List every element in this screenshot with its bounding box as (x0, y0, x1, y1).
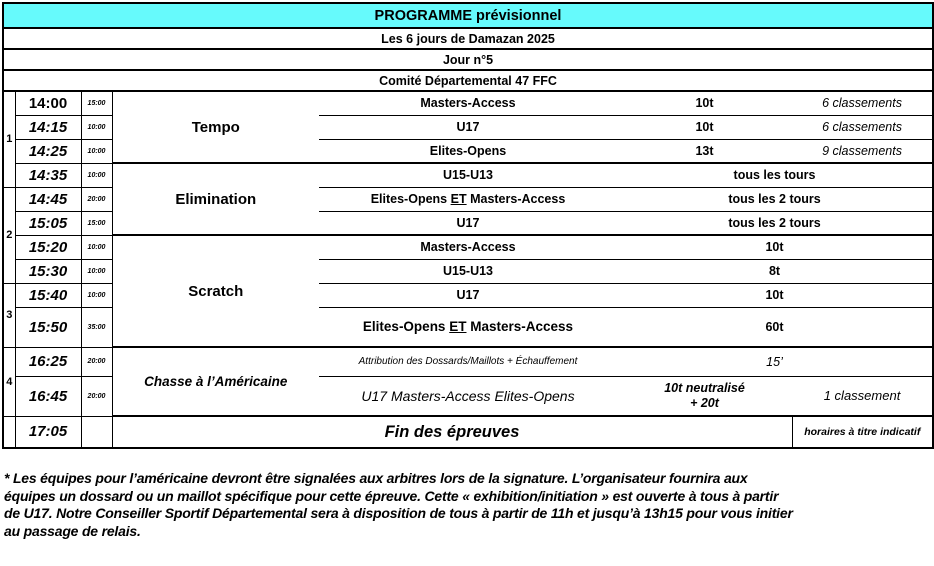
time-cell: 16:45 (15, 376, 81, 416)
laps-cell (617, 376, 792, 416)
duration-cell: 10:00 (81, 259, 112, 283)
time-cell: 15:50 (15, 307, 81, 347)
time-cell: 15:40 (15, 283, 81, 307)
duration-cell: 10:00 (81, 115, 112, 139)
laps-line: + 20t (690, 395, 719, 410)
group-number-empty (3, 416, 15, 448)
time-cell: 14:15 (15, 115, 81, 139)
event-name: Tempo (112, 91, 319, 163)
duration-cell: 35:00 (81, 307, 112, 347)
event-name: Elimination (112, 163, 319, 235)
end-title: Fin des épreuves (384, 422, 520, 441)
classification-cell: 1 classement (792, 376, 933, 416)
day-label: Jour n°5 (3, 49, 933, 70)
footer-note-line: équipes un dossard ou un maillot spécifique pour cette épreuve. Cette « exhibition/initiation » est ouverte à tous à partir (4, 487, 779, 504)
duration-cell: 10:00 (81, 163, 112, 187)
title-row (3, 3, 933, 28)
event-subtitle: Les 6 jours de Damazan 2025 (3, 28, 933, 49)
footer-note-line: au passage de relais. (4, 522, 141, 539)
time-cell: 16:25 (15, 347, 81, 376)
classification-cell: 9 classements (792, 139, 933, 163)
schedule-row (3, 235, 933, 259)
category-cell: Attribution des Dossards/Maillots + Échauffement (319, 347, 617, 376)
classification-cell: 6 classements (792, 115, 933, 139)
laps-cell: 10t (617, 91, 792, 115)
category-cell (319, 307, 617, 347)
day-row (3, 49, 933, 70)
laps-cell: 15’ (617, 347, 933, 376)
subtitle-row (3, 28, 933, 49)
laps-cell: 10t (617, 235, 933, 259)
laps-cell: tous les 2 tours (617, 211, 933, 235)
laps-cell: tous les tours (617, 163, 933, 187)
duration-cell: 20:00 (81, 376, 112, 416)
category-part: Masters-Access (470, 192, 566, 206)
page-title: PROGRAMME prévisionnel (3, 3, 933, 28)
event-name: Scratch (112, 235, 319, 347)
category-part: Masters-Access (470, 319, 574, 335)
time-cell: 15:30 (15, 259, 81, 283)
laps-cell: 10t (617, 283, 933, 307)
laps-cell: 60t (617, 307, 933, 347)
category-cell: U17 (319, 211, 617, 235)
laps-cell: 8t (617, 259, 933, 283)
duration-cell: 10:00 (81, 283, 112, 307)
category-cell: Masters-Access (319, 235, 617, 259)
category-et: ET (449, 319, 467, 335)
category-cell: Masters-Access (319, 91, 617, 115)
category-part: Elites-Opens (370, 192, 448, 206)
category-cell: Elites-Opens (319, 139, 617, 163)
footer-note (4, 470, 930, 540)
committee-label: Comité Départemental 47 FFC (3, 70, 933, 91)
event-name: Chasse à l’Américaine (112, 347, 319, 416)
group-number: 3 (3, 283, 15, 347)
footer-note-line: de U17. Notre Conseiller Sportif Départemental sera à disposition de tous à partir de 11h et jusqu’à 13h15 pour vous initier (4, 505, 793, 521)
category-et: ET (450, 192, 467, 206)
category-cell: U15-U13 (319, 163, 617, 187)
schedule-row (3, 163, 933, 187)
footer-note-line: * Les équipes pour l’américaine devront être signalées aux arbitres lors de la signature. L’organisateur fournira aux (4, 470, 748, 486)
laps-cell: 10t (617, 115, 792, 139)
duration-cell: 10:00 (81, 235, 112, 259)
category-cell: U15-U13 (319, 259, 617, 283)
category-cell (319, 187, 617, 211)
program-page (0, 2, 934, 566)
duration-cell: 15:00 (81, 211, 112, 235)
laps-cell: 13t (617, 139, 792, 163)
duration-cell: 15:00 (81, 91, 112, 115)
duration-cell-empty (81, 416, 112, 448)
time-cell: 15:05 (15, 211, 81, 235)
category-cell: U17 Masters-Access Elites-Opens (319, 376, 617, 416)
program-table (2, 2, 934, 449)
time-cell: 15:20 (15, 235, 81, 259)
group-number: 2 (3, 187, 15, 283)
laps-line: 10t neutralisé (664, 380, 745, 395)
duration-cell: 20:00 (81, 187, 112, 211)
group-number: 1 (3, 91, 15, 187)
duration-cell: 20:00 (81, 347, 112, 376)
time-cell: 14:25 (15, 139, 81, 163)
category-cell: U17 (319, 115, 617, 139)
time-cell: 17:05 (15, 416, 81, 448)
committee-row (3, 70, 933, 91)
schedule-row (3, 416, 933, 448)
group-number: 4 (3, 347, 15, 416)
schedule-note: horaires à titre indicatif (792, 416, 933, 448)
time-cell: 14:00 (15, 91, 81, 115)
category-part: Elites-Opens (362, 319, 446, 335)
classification-cell: 6 classements (792, 91, 933, 115)
schedule-row (3, 91, 933, 115)
duration-cell: 10:00 (81, 139, 112, 163)
laps-cell: tous les 2 tours (617, 187, 933, 211)
time-cell: 14:35 (15, 163, 81, 187)
time-cell: 14:45 (15, 187, 81, 211)
schedule-row (3, 347, 933, 376)
category-cell: U17 (319, 283, 617, 307)
